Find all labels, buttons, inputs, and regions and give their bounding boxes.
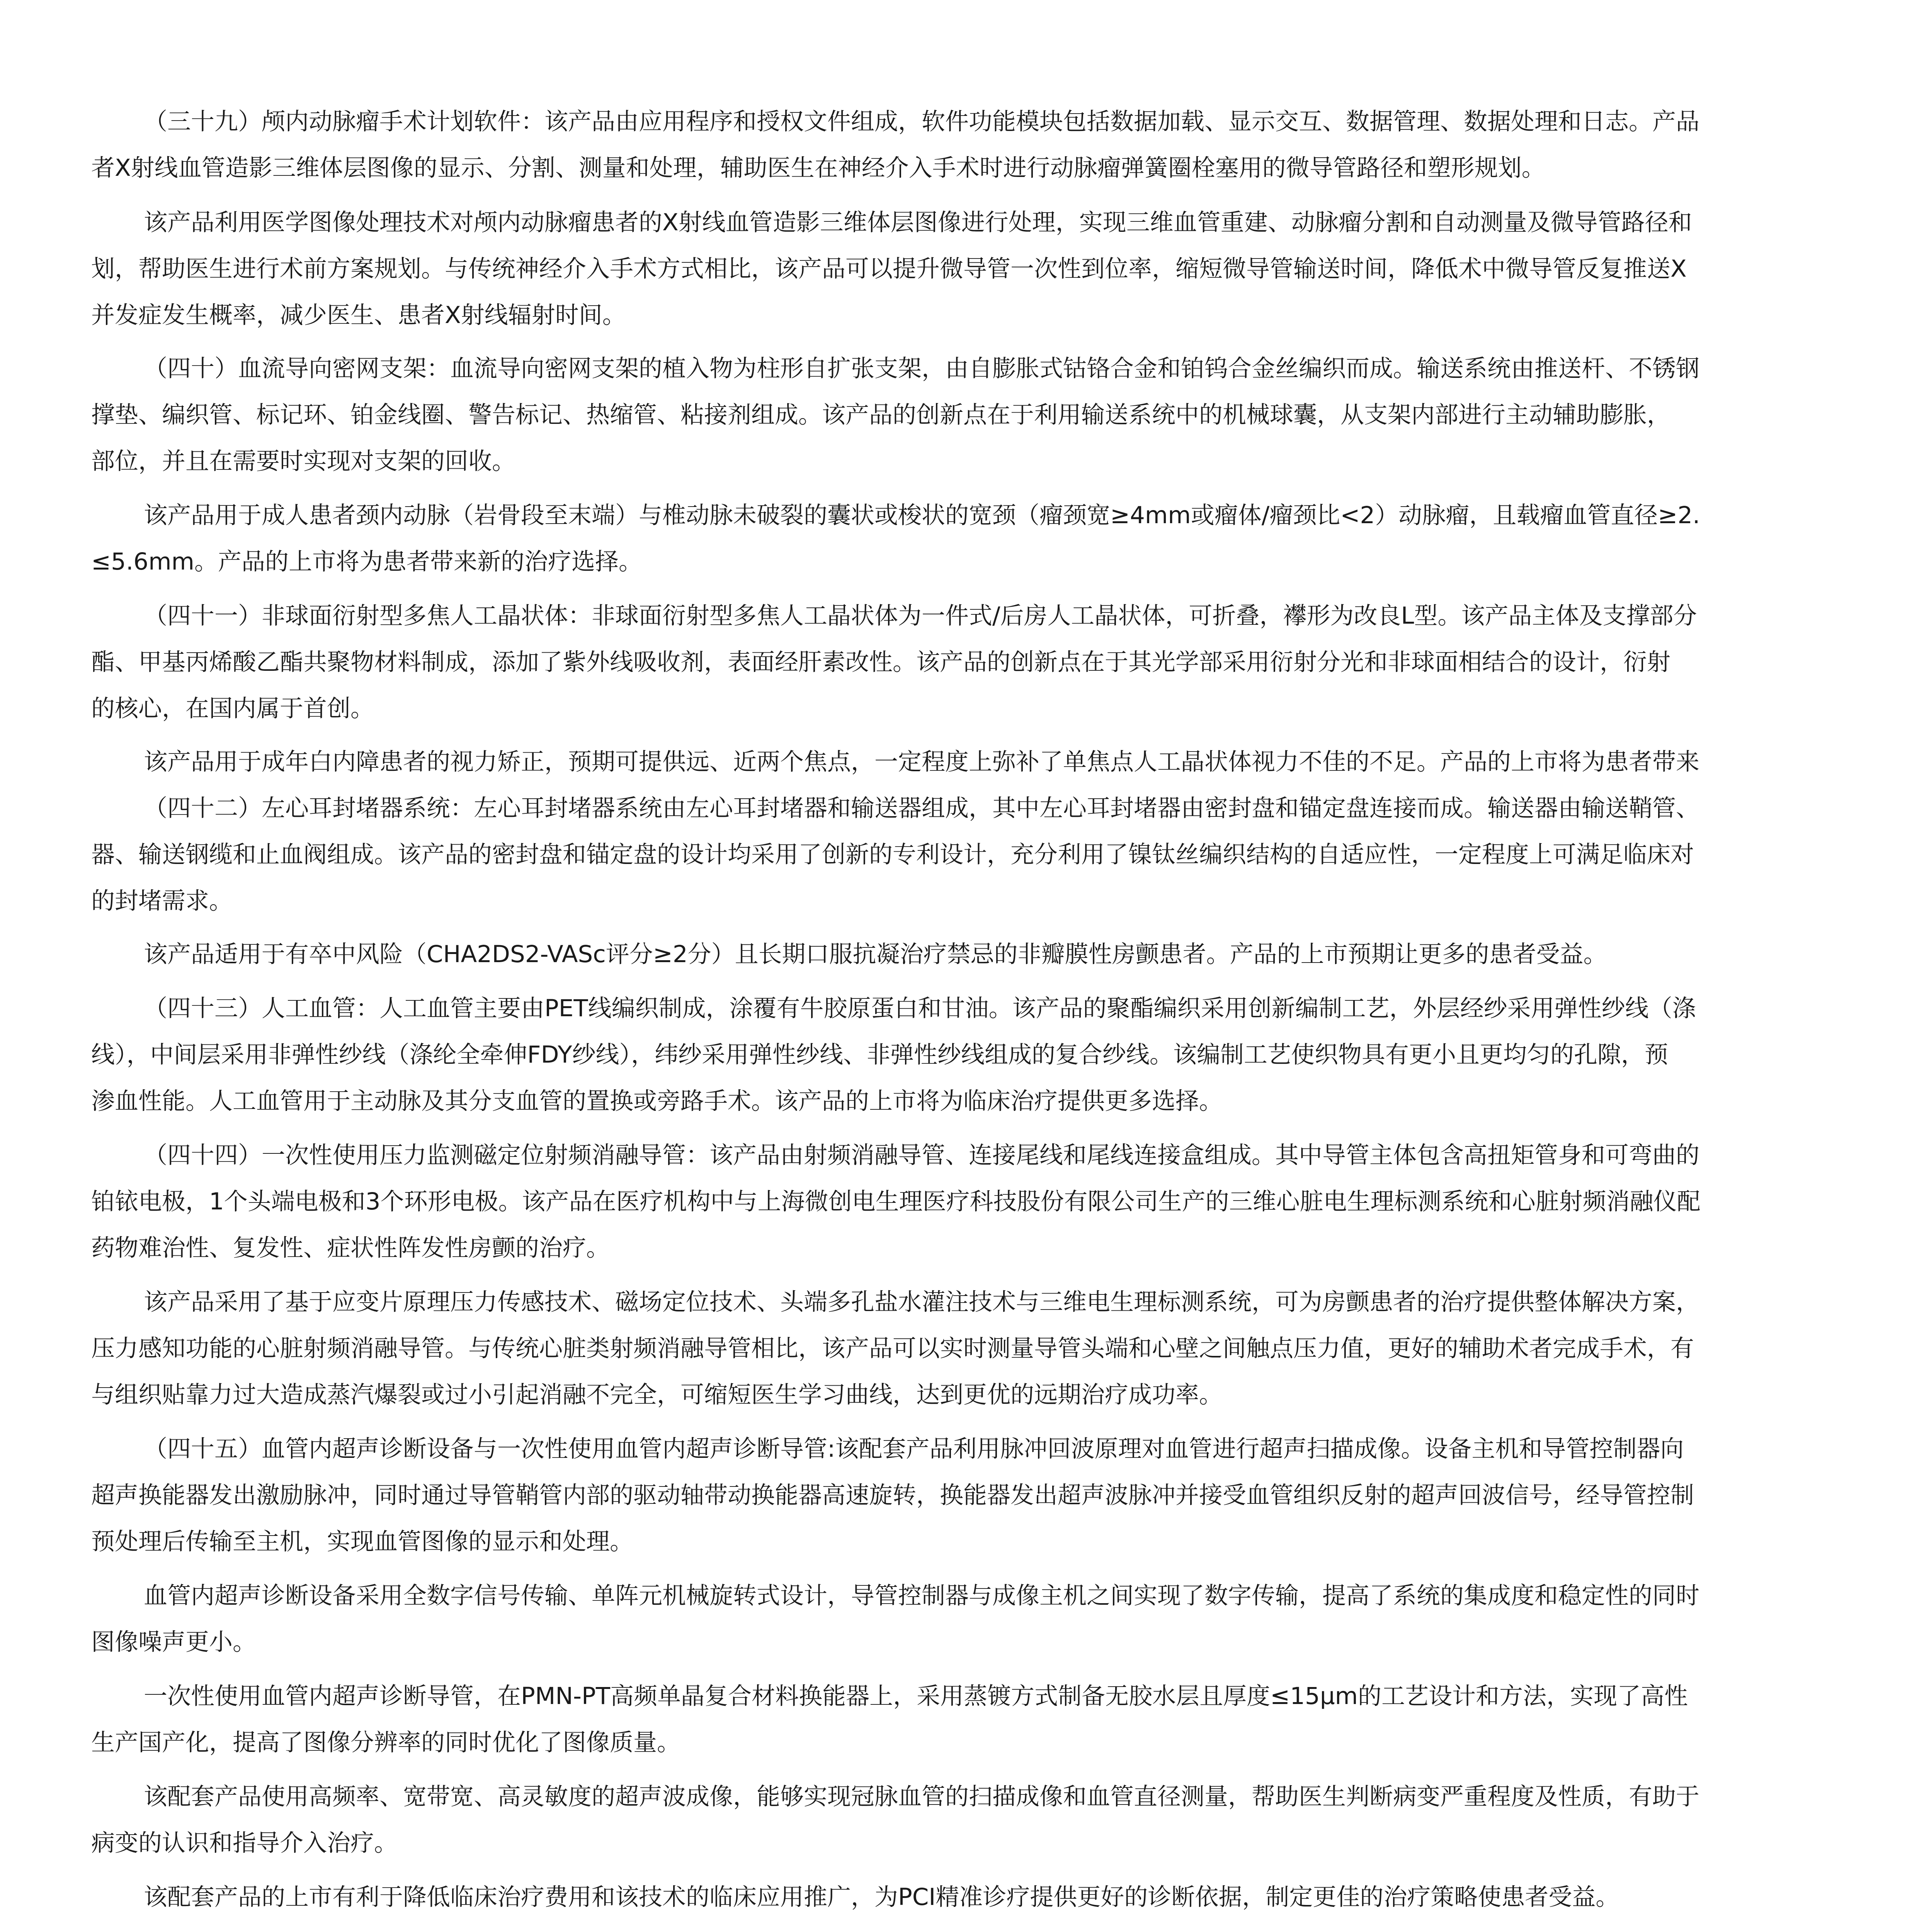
- text-line: 压力感知功能的心脏射频消融导管。与传统心脏类射频消融导管相比，该产品可以实时测量导管头端和心壁之间触点压力值，更好的辅助术者完成手术，有: [91, 1335, 1694, 1362]
- text-line: （四十四）一次性使用压力监测磁定位射频消融导管：该产品由射频消融导管、连接尾线和尾线连接盒组成。其中导管主体包含高扭矩管身和可弯曲的: [144, 1141, 1700, 1169]
- text-line: 该配套产品的上市有利于降低临床治疗费用和该技术的临床应用推广，为PCI精准诊疗提供更好的诊断依据，制定更佳的治疗策略使患者受益。: [144, 1883, 1619, 1911]
- text-line: 生产国产化，提高了图像分辨率的同时优化了图像质量。: [91, 1729, 681, 1756]
- text-line: 超声换能器发出激励脉冲，同时通过导管鞘管内部的驱动轴带动换能器高速旋转，换能器发出超声波脉冲并接受血管组织反射的超声回波信号，经导管控制: [91, 1481, 1694, 1509]
- text-line: （四十）血流导向密网支架：血流导向密网支架的植入物为柱形自扩张支架，由自膨胀式钴铬合金和铂钨合金丝编织而成。输送系统由推送杆、不锈钢: [144, 355, 1700, 382]
- text-line: ≤5.6mm。产品的上市将为患者带来新的治疗选择。: [91, 548, 642, 575]
- text-line: 器、输送钢缆和止血阀组成。该产品的密封盘和锚定盘的设计均采用了创新的专利设计，充分利用了镍钛丝编织结构的自适应性，一定程度上可满足临床对: [91, 841, 1694, 868]
- text-line: 划，帮助医生进行术前方案规划。与传统神经介入手术方式相比，该产品可以提升微导管一次性到位率，缩短微导管输送时间，降低术中微导管反复推送X: [91, 255, 1687, 282]
- text-line: 血管内超声诊断设备采用全数字信号传输、单阵元机械旋转式设计，导管控制器与成像主机之间实现了数字传输，提高了系统的集成度和稳定性的同时: [144, 1582, 1700, 1609]
- text-line: 该产品用于成年白内障患者的视力矫正，预期可提供远、近两个焦点，一定程度上弥补了单焦点人工晶状体视力不佳的不足。产品的上市将为患者带来: [144, 748, 1700, 776]
- text-line: （四十三）人工血管：人工血管主要由PET线编织制成，涂覆有牛胶原蛋白和甘油。该产品的聚酯编织采用创新编制工艺，外层经纱采用弹性纱线（涤: [144, 995, 1696, 1022]
- text-line: 与组织贴靠力过大造成蒸汽爆裂或过小引起消融不完全，可缩短医生学习曲线，达到更优的远期治疗成功率。: [91, 1381, 1223, 1408]
- text-line: 渗血性能。人工血管用于主动脉及其分支血管的置换或旁路手术。该产品的上市将为临床治疗提供更多选择。: [91, 1087, 1223, 1115]
- text-line: 病变的认识和指导介入治疗。: [91, 1829, 398, 1857]
- text-line: 该产品适用于有卒中风险（CHA2DS2-VASc评分≥2分）且长期口服抗凝治疗禁忌的非瓣膜性房颤患者。产品的上市预期让更多的患者受益。: [144, 940, 1607, 968]
- text-line: 图像噪声更小。: [91, 1628, 257, 1656]
- text-line: 的封堵需求。: [91, 887, 233, 915]
- text-line: （三十九）颅内动脉瘤手术计划软件：该产品由应用程序和授权文件组成，软件功能模块包括数据加载、显示交互、数据管理、数据处理和日志。产品: [144, 108, 1700, 135]
- text-line: 该产品用于成人患者颈内动脉（岩骨段至末端）与椎动脉未破裂的囊状或梭状的宽颈（瘤颈宽≥4mm或瘤体/瘤颈比<2）动脉瘤，且载瘤血管直径≥2.: [144, 502, 1700, 529]
- text-line: 预处理后传输至主机，实现血管图像的显示和处理。: [91, 1528, 634, 1555]
- text-line: 酯、甲基丙烯酸乙酯共聚物材料制成，添加了紫外线吸收剂，表面经肝素改性。该产品的创新点在于其光学部采用衍射分光和非球面相结合的设计，衍射: [91, 648, 1671, 676]
- text-line: 部位，并且在需要时实现对支架的回收。: [91, 447, 516, 475]
- text-line: （四十一）非球面衍射型多焦人工晶状体：非球面衍射型多焦人工晶状体为一件式/后房人工晶状体，可折叠，襻形为改良L型。该产品主体及支撑部分: [144, 602, 1697, 629]
- text-line: 该产品采用了基于应变片原理压力传感技术、磁场定位技术、头端多孔盐水灌注技术与三维电生理标测系统，可为房颤患者的治疗提供整体解决方案，: [144, 1288, 1700, 1316]
- text-line: 该产品利用医学图像处理技术对颅内动脉瘤患者的X射线血管造影三维体层图像进行处理，实现三维血管重建、动脉瘤分割和自动测量及微导管路径和: [144, 209, 1692, 236]
- text-line: 一次性使用血管内超声诊断导管，在PMN-PT高频单晶复合材料换能器上，采用蒸镀方式制备无胶水层且厚度≤15μm的工艺设计和方法，实现了高性: [144, 1682, 1688, 1710]
- text-line: 该配套产品使用高频率、宽带宽、高灵敏度的超声波成像，能够实现冠脉血管的扫描成像和血管直径测量，帮助医生判断病变严重程度及性质，有助于: [144, 1783, 1700, 1810]
- text-line: 者X射线血管造影三维体层图像的显示、分割、测量和处理，辅助医生在神经介入手术时进行动脉瘤弹簧圈栓塞用的微导管路径和塑形规划。: [91, 154, 1545, 182]
- text-line: 撑垫、编织管、标记环、铂金线圈、警告标记、热缩管、粘接剂组成。该产品的创新点在于利用输送系统中的机械球囊，从支架内部进行主动辅助膨胀，: [91, 401, 1671, 429]
- text-line: 药物难治性、复发性、症状性阵发性房颤的治疗。: [91, 1234, 610, 1262]
- text-line: （四十二）左心耳封堵器系统：左心耳封堵器系统由左心耳封堵器和输送器组成，其中左心耳封堵器由密封盘和锚定盘连接而成。输送器由输送鞘管、: [144, 794, 1700, 822]
- text-line: 铂铱电极，1个头端电极和3个环形电极。该产品在医疗机构中与上海微创电生理医疗科技股份有限公司生产的三维心脏电生理标测系统和心脏射频消融仪配: [91, 1188, 1701, 1215]
- text-line: 线），中间层采用非弹性纱线（涤纶全牵伸FDY纱线），纬纱采用弹性纱线、非弹性纱线组成的复合纱线。该编制工艺使织物具有更小且更均匀的孔隙，预: [91, 1041, 1668, 1068]
- text-line: （四十五）血管内超声诊断设备与一次性使用血管内超声诊断导管:该配套产品利用脉冲回波原理对血管进行超声扫描成像。设备主机和导管控制器向: [144, 1435, 1684, 1463]
- text-line: 并发症发生概率，减少医生、患者X射线辐射时间。: [91, 301, 626, 329]
- text-line: 的核心，在国内属于首创。: [91, 695, 374, 722]
